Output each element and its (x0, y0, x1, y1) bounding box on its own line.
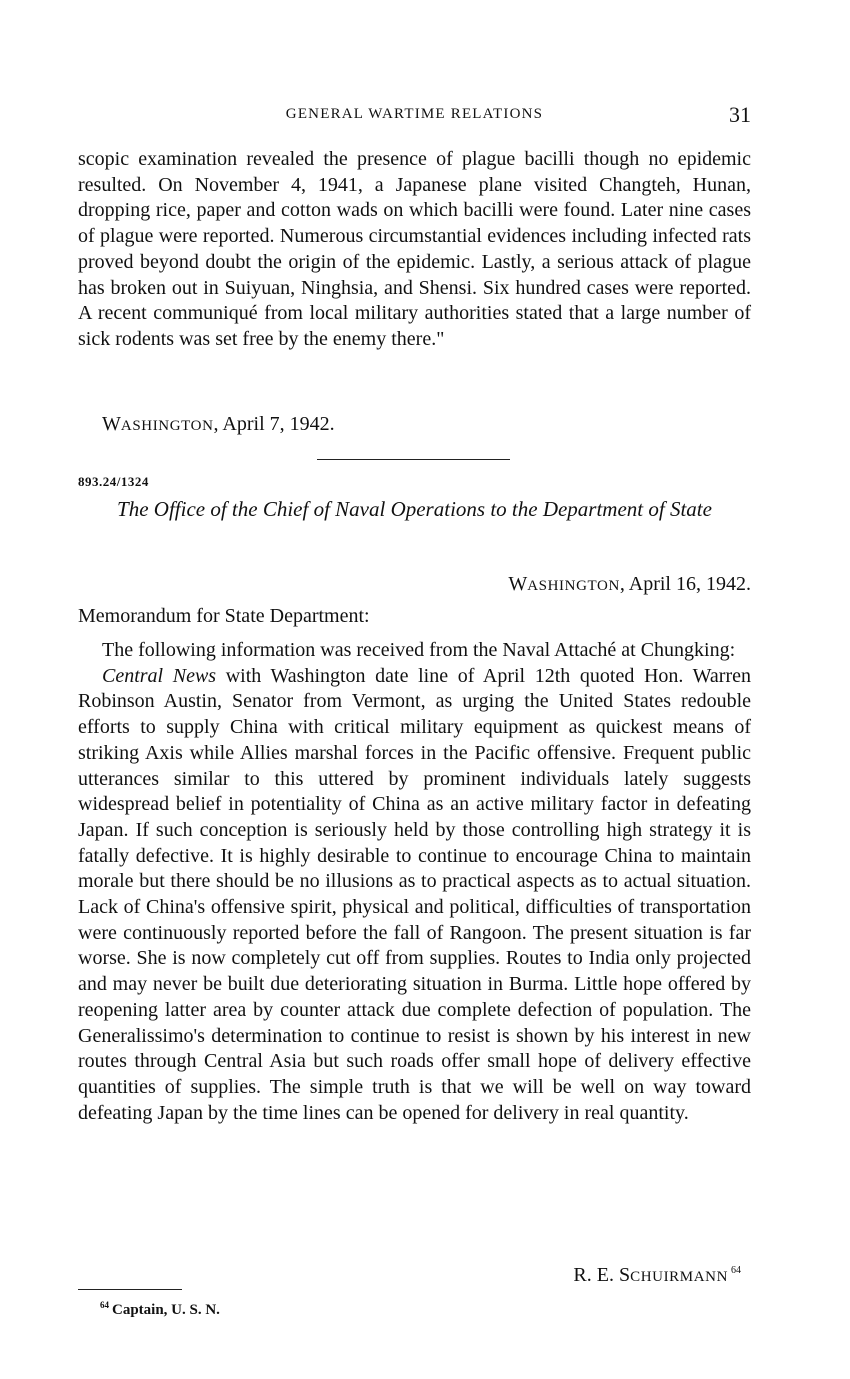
memo-salutation: Memorandum for State Department: (78, 605, 370, 627)
file-number: 893.24/1324 (78, 474, 149, 489)
footnote-reference[interactable]: 64 (731, 1265, 741, 1276)
memo-body (78, 638, 751, 1126)
continued-paragraph: scopic examination revealed the presence of plague bacilli though no epidemic resulted. On November 4, 1941, a Japanese plane visited Changteh, Hunan, dropping rice, paper and cotton wads on which bacilli were found. Later nine cases of plague were reported. Numerous circumstantial evidences including infected rats proved beyond doubt the origin of the epidemic. Lastly, a serious attack of plague has broken out in Suiyuan, Ninghsia, and Shensi. Six hundred cases were reported. A recent communiqué from local military authorities stated that a large number of sick rodents was set free by the enemy there." (78, 148, 751, 350)
section-divider (317, 459, 510, 460)
footnote (100, 1300, 220, 1319)
document-title: The Office of the Chief of Naval Operations to the Department of State (117, 497, 712, 521)
running-title: GENERAL WARTIME RELATIONS (285, 106, 544, 122)
source-name: Central News (102, 664, 217, 687)
continued-text-block (78, 147, 751, 353)
memo-intro-paragraph: The following information was received from the Naval Attaché at Chungking: (102, 639, 736, 661)
footnote-marker: 64 (100, 1300, 109, 1310)
signature: R. E. SCHUIRMANN $^{64}$ (573, 1264, 741, 1286)
page-number: 31 (729, 102, 751, 127)
memo-main-paragraph: Central News with Washington date line of April 12th quoted Hon. Warren Robinson Austin, Senator from Vermont, as urging the United States redouble efforts to supply China with critical military equipment as quickest means of striking Axis while Allies marshal forces in the Pacific offensive. Frequent public utterances similar to this uttered by prominent individuals lately suggests widespread belief in potentiality of China as an active military factor in defeating Japan. If such conception is seriously held by those controlling high strategy it is fatally defective. It is highly desirable to continue to encourage China to maintain morale but there should be no illusions as to practical aspects as to actual situation. Lack of China's offensive spirit, physical and political, difficulties of transportation were continuously reported before the fall of Rangoon. The present situation is far worse. She is now completely cut off from supplies. Routes to India only projected and may never be built due deteriorating situation in Burma. Little hope offered by reopening latter area by counter attack due complete defection of population. The Generalissimo's determination to continue to resist is shown by his interest in new routes through Central Asia but such roads offer small hope of delivery effective quantities of supplies. The simple truth is that we will be well on way toward defeating Japan by the time lines can be opened for delivery in real quantity. (78, 664, 751, 1124)
footnote-text: Captain, U. S. N. (112, 1302, 220, 1318)
footnote-divider (78, 1289, 182, 1290)
page-header (78, 104, 751, 130)
document-dateline: WASHINGTON, April 16, 1942. (508, 573, 751, 595)
closing-dateline: WASHINGTON, April 7, 1942. (102, 413, 335, 435)
